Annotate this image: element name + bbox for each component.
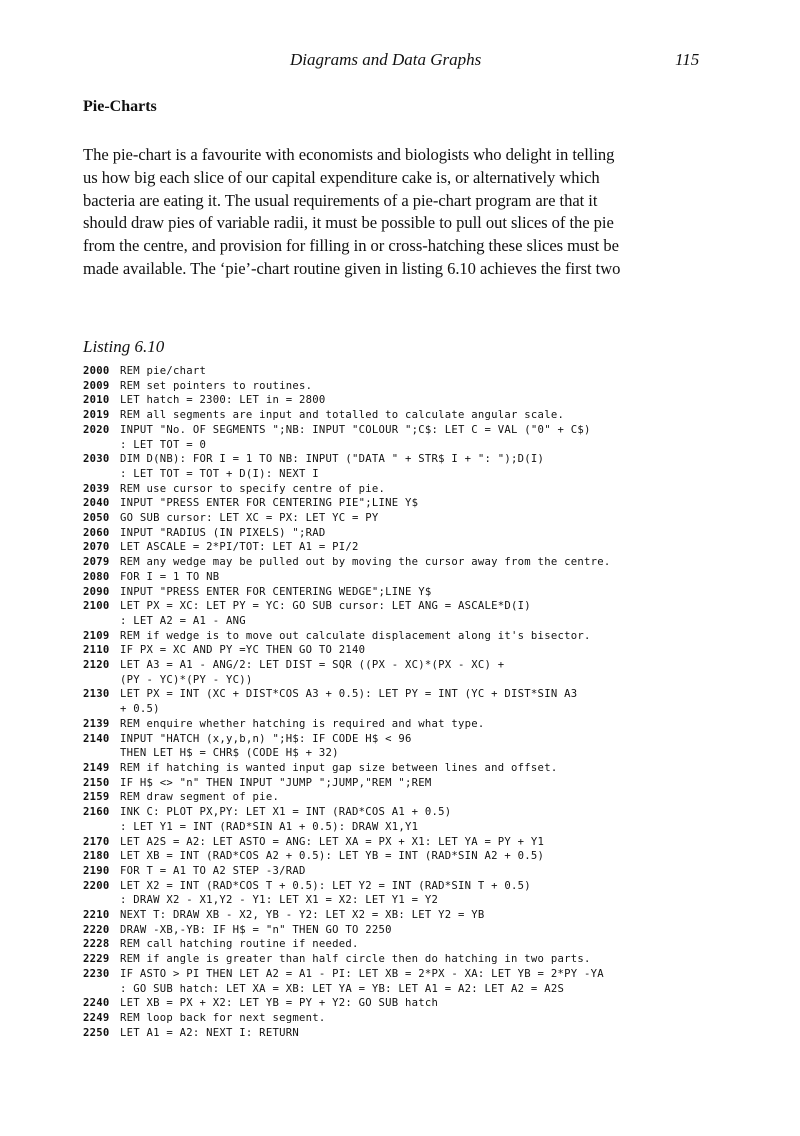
code-line [83,937,763,952]
code-text: LET PX = XC: LET PY = YC: GO SUB cursor: LET ANG = ASCALE*D(I) [120,600,531,613]
code-line [83,423,763,452]
line-number: 2040 [83,497,110,510]
code-line [83,879,763,908]
line-number: 2160 [83,806,110,819]
line-number: 2100 [83,600,110,613]
line-number: 2149 [83,761,110,774]
line-number: 2180 [83,850,110,863]
code-line [83,482,763,497]
code-continuation: : LET TOT = 0 [120,438,207,451]
line-number: 2229 [83,953,110,966]
line-number: 2010 [83,394,110,407]
line-number: 2079 [83,556,110,569]
code-text: REM if hatching is wanted input gap size between lines and offset. [120,761,558,774]
code-line [83,408,763,423]
line-number: 2109 [83,629,110,642]
code-line [83,952,763,967]
code-text: INK C: PLOT PX,PY: LET X1 = INT (RAD*COS A1 + 0.5) [120,806,452,819]
code-line [83,849,763,864]
line-number: 2230 [83,967,110,980]
code-text: REM pie/chart [120,365,207,377]
code-line [83,629,763,644]
line-number: 2220 [83,923,110,936]
code-line [83,526,763,541]
line-number: 2080 [83,570,110,583]
code-line [83,1011,763,1026]
code-text: FOR I = 1 TO NB [120,570,220,583]
code-line [83,805,763,834]
code-line [83,967,763,996]
line-number: 2130 [83,688,110,701]
code-continuation: : LET TOT = TOT + D(I): NEXT I [120,467,319,480]
code-line [83,364,763,379]
code-line [83,599,763,628]
line-number: 2039 [83,482,110,495]
code-text: DIM D(NB): FOR I = 1 TO NB: INPUT ("DATA " + STR$ I + ": ");D(I) [120,453,545,466]
code-line [83,379,763,394]
line-number: 2228 [83,938,110,951]
code-line [83,687,763,716]
code-continuation: : LET Y1 = INT (RAD*SIN A1 + 0.5): DRAW X1,Y1 [120,820,419,833]
code-line [83,452,763,481]
line-number: 2020 [83,423,110,436]
code-text: LET A3 = A1 - ANG/2: LET DIST = SQR ((PX - XC)*(PX - XC) + [120,659,505,672]
code-line [83,658,763,687]
line-number: 2120 [83,659,110,672]
code-line [83,835,763,850]
code-text: INPUT "HATCH (x,y,b,n) ";H$: IF CODE H$ < 96 [120,732,412,745]
code-text: IF PX = XC AND PY =YC THEN GO TO 2140 [120,644,366,657]
code-line [83,496,763,511]
code-text: REM enquire whether hatching is required and what type. [120,717,485,730]
code-line [83,923,763,938]
code-line [83,717,763,732]
line-number: 2170 [83,835,110,848]
code-text: IF H$ <> "n" THEN INPUT "JUMP ";JUMP,"REM ";REM [120,776,432,789]
line-number: 2200 [83,879,110,892]
line-number: 2070 [83,541,110,554]
line-number: 2140 [83,732,110,745]
line-number: 2210 [83,909,110,922]
code-text: LET A1 = A2: NEXT I: RETURN [120,1026,299,1039]
line-number: 2050 [83,512,110,525]
code-text: INPUT "PRESS ENTER FOR CENTERING WEDGE";LINE Y$ [120,585,432,598]
code-text: LET ASCALE = 2*PI/TOT: LET A1 = PI/2 [120,541,359,554]
code-text: INPUT "RADIUS (IN PIXELS) ";RAD [120,526,326,539]
line-number: 2000 [83,365,110,377]
line-number: 2030 [83,453,110,466]
code-line [83,540,763,555]
line-number: 2090 [83,585,110,598]
code-text: GO SUB cursor: LET XC = PX: LET YC = PY [120,512,379,525]
page-number: 115 [675,50,700,69]
code-line [83,790,763,805]
code-text: LET XB = INT (RAD*COS A2 + 0.5): LET YB = INT (RAD*SIN A2 + 0.5) [120,850,545,863]
code-line [83,555,763,570]
line-number: 2150 [83,776,110,789]
line-number: 2139 [83,717,110,730]
code-text: REM set pointers to routines. [120,379,313,392]
code-text: REM loop back for next segment. [120,1011,326,1024]
code-continuation: : GO SUB hatch: LET XA = XB: LET YA = YB: LET A1 = A2: LET A2 = A2S [120,982,565,995]
code-text: REM call hatching routine if needed. [120,938,359,951]
code-text: REM if angle is greater than half circle then do hatching in two parts. [120,953,591,966]
code-line [83,643,763,658]
running-head-title: Diagrams and Data Graphs [290,50,482,69]
line-number: 2159 [83,791,110,804]
code-text: NEXT T: DRAW XB - X2, YB - Y2: LET X2 = XB: LET Y2 = YB [120,909,485,922]
code-text: REM any wedge may be pulled out by moving the cursor away from the centre. [120,556,611,569]
code-line [83,864,763,879]
line-number: 2060 [83,526,110,539]
code-line [83,585,763,600]
code-line [83,996,763,1011]
code-text: REM draw segment of pie. [120,791,280,804]
line-number: 2249 [83,1011,110,1024]
code-text: REM all segments are input and totalled to calculate angular scale. [120,409,565,422]
code-text: DRAW -XB,-YB: IF H$ = "n" THEN GO TO 2250 [120,923,392,936]
code-line [83,776,763,791]
code-text: LET hatch = 2300: LET in = 2800 [120,394,326,407]
code-continuation: + 0.5) [120,703,160,716]
line-number: 2110 [83,644,110,657]
code-text: LET XB = PX + X2: LET YB = PY + Y2: GO SUB hatch [120,997,439,1010]
code-line [83,393,763,408]
code-line [83,761,763,776]
code-text: LET X2 = INT (RAD*COS T + 0.5): LET Y2 = INT (RAD*SIN T + 0.5) [120,879,531,892]
code-line [83,908,763,923]
code-line [83,570,763,585]
code-text: INPUT "PRESS ENTER FOR CENTERING PIE";LINE Y$ [120,497,419,510]
code-text: REM if wedge is to move out calculate displacement along it's bisector. [120,629,591,642]
running-head [0,50,800,74]
body-paragraph: The pie-chart is a favourite with economists and biologists who delight in telling us how big each slice of our capital expenditure cake is, or alternatively which bacteria are eating it. The usual requirements of a pie-chart program are that it should draw pies of variable radii, it must be possible to pull out slices of the pie from the centre, and provision for filling in or cross-hatching these slices must be made available. The ‘pie’-chart routine given in listing 6.10 achieves the first two [83,145,621,278]
code-continuation: (PY - YC)*(PY - YC)) [120,673,253,686]
section-heading: Pie-Charts [83,98,157,115]
code-text: INPUT "No. OF SEGMENTS ";NB: INPUT "COLOUR ";C$: LET C = VAL ("0" + C$) [120,423,591,436]
code-listing [83,364,763,1040]
line-number: 2019 [83,409,110,422]
line-number: 2009 [83,379,110,392]
code-line [83,511,763,526]
code-text: LET PX = INT (XC + DIST*COS A3 + 0.5): LET PY = INT (YC + DIST*SIN A3 [120,688,578,701]
line-number: 2190 [83,864,110,877]
code-text: FOR T = A1 TO A2 STEP -3/RAD [120,864,306,877]
line-number: 2240 [83,997,110,1010]
code-continuation: : DRAW X2 - X1,Y2 - Y1: LET X1 = X2: LET Y1 = Y2 [120,894,439,907]
code-text: REM use cursor to specify centre of pie. [120,482,386,495]
line-number: 2250 [83,1026,110,1039]
code-line [83,1026,763,1041]
code-text: IF ASTO > PI THEN LET A2 = A1 - PI: LET XB = 2*PX - XA: LET YB = 2*PY -YA [120,967,604,980]
listing-caption: Listing 6.10 [83,337,165,356]
code-continuation: : LET A2 = A1 - ANG [120,614,246,627]
code-continuation: THEN LET H$ = CHR$ (CODE H$ + 32) [120,747,339,760]
code-text: LET A2S = A2: LET ASTO = ANG: LET XA = PX + X1: LET YA = PY + Y1 [120,835,545,848]
code-line [83,732,763,761]
